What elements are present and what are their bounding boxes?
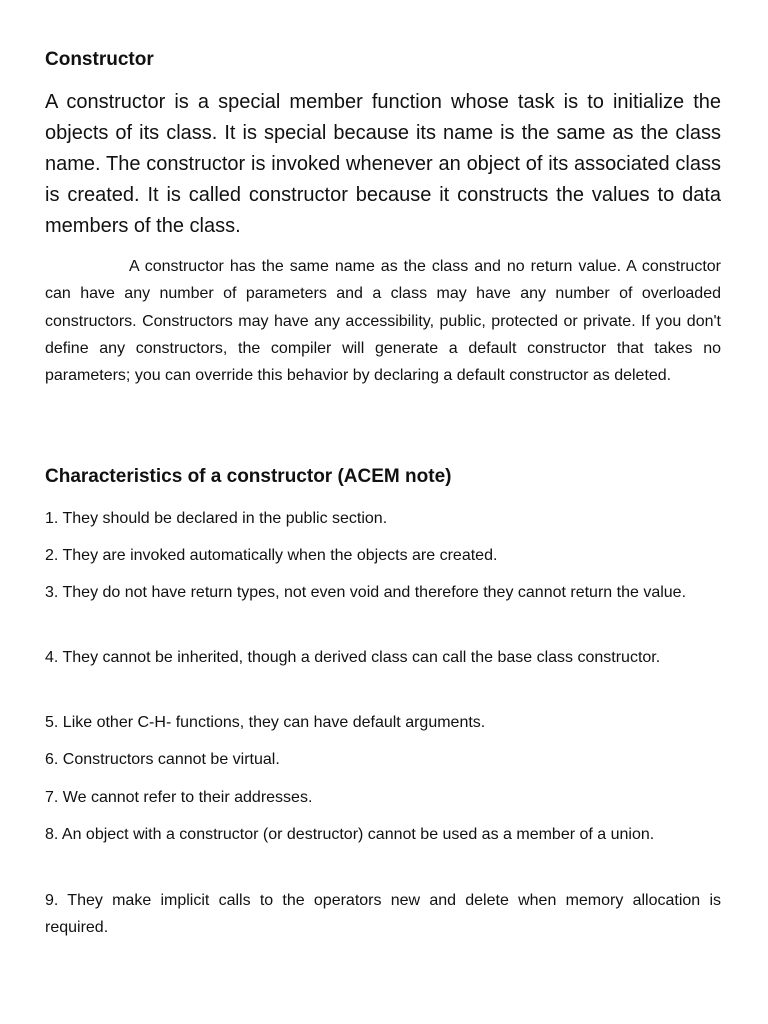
list-item: 3. They do not have return types, not even void and therefore they cannot return the value. bbox=[45, 584, 687, 601]
list-item: 4. They cannot be inherited, though a derived class can call the base class constructor. bbox=[45, 649, 661, 666]
list-item: 9. They make implicit calls to the operators new and delete when memory allocation is required. bbox=[45, 892, 721, 937]
intro-paragraph: A constructor is a special member function whose task is to initialize the objects of its class. It is special because its name is the same as the class name. The constructor is invoked whenever an object of its associated class is created. It is called constructor because it constructs the values to data members of the class. bbox=[45, 91, 721, 237]
list-item: 6. Constructors cannot be virtual. bbox=[45, 751, 280, 768]
details-paragraph: A constructor has the same name as the class and no return value. A constructor can have any number of parameters and a class may have any number of overloaded constructors. Constructors may have any accessibility, public, protected or private. If you don't define any constructors, the compiler will generate a default constructor that takes no parameters; you can override this behavior by declaring a default constructor as deleted. bbox=[45, 258, 721, 385]
list-item: 5. Like other C-H- functions, they can have default arguments. bbox=[45, 714, 486, 731]
list-item: 8. An object with a constructor (or destructor) cannot be used as a member of a union. bbox=[45, 826, 655, 843]
list-item: 7. We cannot refer to their addresses. bbox=[45, 789, 313, 806]
section-title-constructor: Constructor bbox=[45, 49, 154, 70]
section-title-characteristics: Characteristics of a constructor (ACEM note) bbox=[45, 466, 452, 487]
list-item: 1. They should be declared in the public section. bbox=[45, 510, 388, 527]
list-item: 2. They are invoked automatically when the objects are created. bbox=[45, 547, 498, 564]
